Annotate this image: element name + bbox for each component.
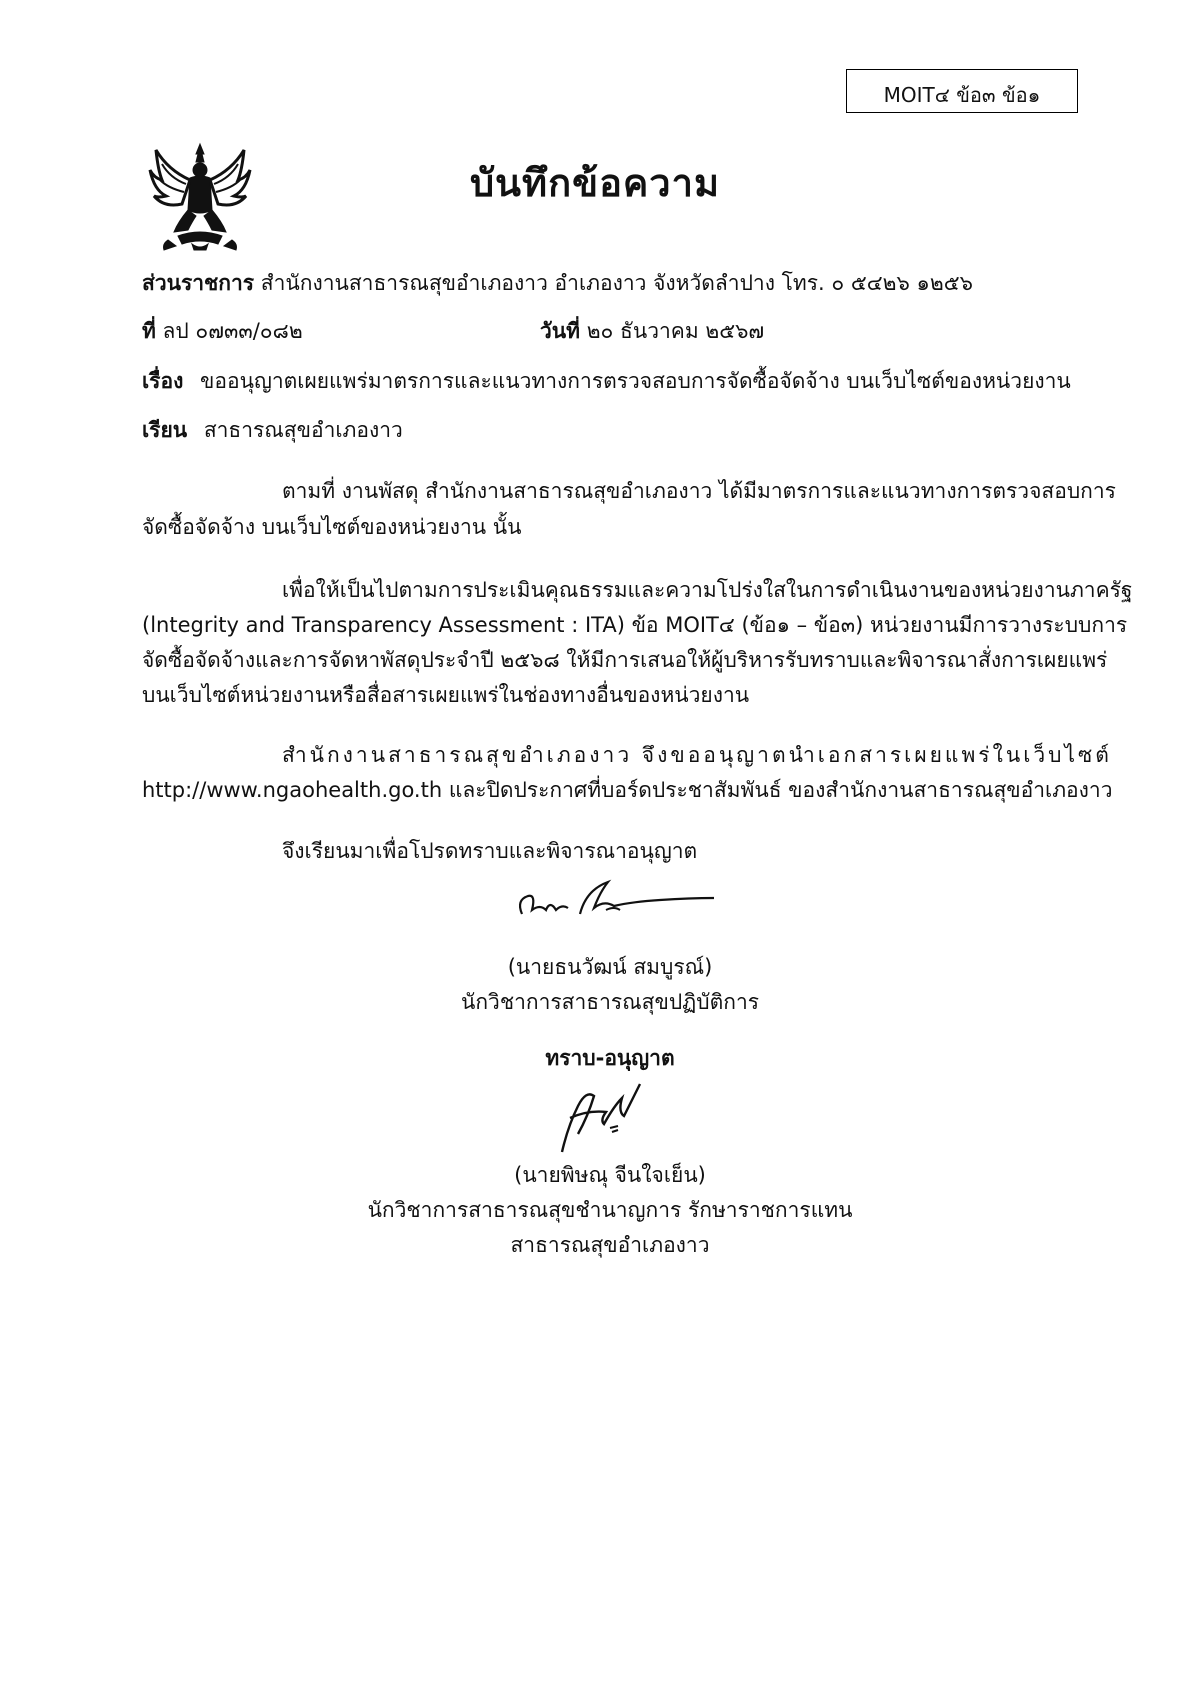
- signer-1-name: (นายธนวัฒน์ สมบูรณ์): [507, 955, 713, 979]
- agency-line: [142, 268, 973, 298]
- approval-label: ทราบ-อนุญาต: [545, 1046, 675, 1070]
- paragraph-1-line-1: ตามที่ งานพัสดุ สำนักงานสาธารณสุขอำเภองาว ได้มีมาตรการและแนวทางการตรวจสอบการ: [282, 479, 1116, 503]
- signer-1-position: นักวิชาการสาธารณสุขปฏิบัติการ: [460, 990, 760, 1014]
- signature-2: [548, 1076, 648, 1156]
- paragraph-1-line-2: จัดซื้อจัดจ้าง บนเว็บไซต์ของหน่วยงาน นั้น: [142, 515, 522, 539]
- closing-line: จึงเรียนมาเพื่อโปรดทราบและพิจารณาอนุญาต: [282, 839, 698, 863]
- paragraph-2-line-2: (lntegrity and Transparency Assessment : ITA) ข้อ MOIT๔ (ข้อ๑ – ข้อ๓) หน่วยงานมีการวางระบบการ: [142, 613, 1128, 637]
- paragraph-3-line-2: http://www.ngaohealth.go.th และปิดประกาศที่บอร์ดประชาสัมพันธ์ ของสำนักงานสาธารณสุขอำเภองาว: [142, 778, 1113, 802]
- subject-line: [142, 366, 1071, 396]
- subject-value: ขออนุญาตเผยแพร่มาตรการและแนวทางการตรวจสอบการจัดซื้อจัดจ้าง บนเว็บไซต์ของหน่วยงาน: [200, 369, 1071, 393]
- paragraph-3-line-1: สำนักงานสาธารณสุขอำเภองาว จึงขออนุญาตนำเอกสารเผยแพร่ในเว็บไซต์: [282, 743, 1112, 767]
- reference-code-box: [846, 69, 1078, 113]
- signer-2-position-2: สาธารณสุขอำเภองาว: [510, 1233, 710, 1257]
- date-line: [540, 316, 764, 346]
- date-value: ๒๐ ธันวาคม ๒๕๖๗: [586, 319, 765, 343]
- to-label: เรียน: [142, 418, 188, 442]
- to-line: [142, 415, 403, 445]
- date-label: วันที่: [540, 319, 580, 343]
- agency-label: ส่วนราชการ: [142, 271, 255, 295]
- ref-line: [142, 316, 303, 346]
- signer-2-name: (นายพิษณุ จีนใจเย็น): [514, 1163, 706, 1187]
- signature-1: [510, 870, 720, 936]
- reference-code: MOIT๔ ข้อ๓ ข้อ๑: [883, 83, 1041, 107]
- ref-label: ที่: [142, 319, 156, 343]
- paragraph-2-line-4: บนเว็บไซต์หน่วยงานหรือสื่อสารเผยแพร่ในช่องทางอื่นของหน่วยงาน: [142, 683, 750, 707]
- subject-label: เรื่อง: [142, 369, 184, 393]
- paragraph-2-line-1: เพื่อให้เป็นไปตามการประเมินคุณธรรมและความโปร่งใสในการดำเนินงานของหน่วยงานภาครัฐ: [282, 578, 1133, 602]
- ref-value: ลป ๐๗๓๓/๐๘๒: [162, 319, 303, 343]
- memo-title: บันทึกข้อความ: [469, 161, 721, 205]
- signer-2-position: นักวิชาการสาธารณสุขชำนาญการ รักษาราชการแทน: [367, 1198, 853, 1222]
- paragraph-2-line-3: จัดซื้อจัดจ้างและการจัดหาพัสดุประจำปี ๒๕๖๘ ให้มีการเสนอให้ผู้บริหารรับทราบและพิจารณาสั่งการเผยแพร่: [142, 648, 1108, 672]
- to-value: สาธารณสุขอำเภองาว: [203, 418, 403, 442]
- agency-value: สำนักงานสาธารณสุขอำเภองาว อำเภองาว จังหวัดลำปาง โทร. ๐ ๕๔๒๖ ๑๒๕๖: [260, 271, 973, 295]
